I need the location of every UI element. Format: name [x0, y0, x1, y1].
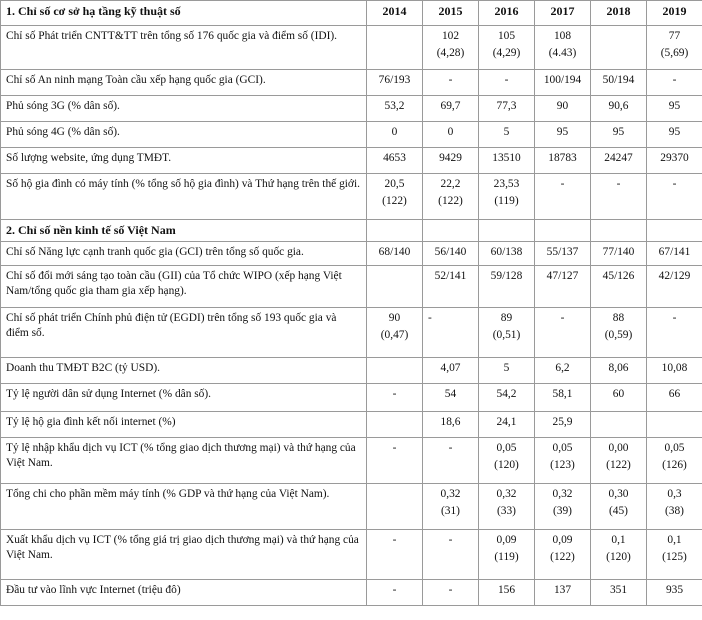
table-row	[1, 174, 702, 220]
cell	[479, 484, 535, 530]
cell: 53,2	[367, 96, 423, 122]
cell	[367, 266, 423, 308]
cell	[479, 438, 535, 484]
table-row	[1, 242, 702, 266]
cell: 66	[647, 384, 702, 412]
cell-score: (120)	[606, 551, 631, 563]
year-2016: 2016	[479, 1, 535, 26]
cell: 9429	[423, 148, 479, 174]
cell: 5	[479, 358, 535, 384]
cell	[647, 26, 702, 70]
cell: -	[367, 580, 423, 606]
cell-value: 0,1	[667, 534, 682, 546]
cell: 10,08	[647, 358, 702, 384]
cell: -	[367, 384, 423, 412]
cell: 4,07	[423, 358, 479, 384]
cell	[479, 308, 535, 358]
cell-value: 0,05	[552, 442, 573, 454]
table-row	[1, 358, 702, 384]
cell: 8,06	[591, 358, 647, 384]
cell	[423, 484, 479, 530]
row-label: Chỉ số An ninh mạng Toàn cầu xếp hạng quốc gia (GCI).	[1, 70, 367, 96]
table-row	[1, 122, 702, 148]
cell: -	[423, 438, 479, 484]
cell-score: (119)	[494, 195, 519, 207]
cell-value: 0,3	[667, 488, 682, 500]
table-row	[1, 384, 702, 412]
cell: 77/140	[591, 242, 647, 266]
cell-value: 0,05	[496, 442, 517, 454]
table-row	[1, 412, 702, 438]
cell: 76/193	[367, 70, 423, 96]
year-2015: 2015	[423, 1, 479, 26]
header-row	[1, 1, 702, 26]
row-label: Chỉ số đổi mới sáng tạo toàn cầu (GII) của Tổ chức WIPO (xếp hạng Việt Nam/tổng quốc gia tham gia xếp hạng).	[1, 266, 367, 308]
cell: 69,7	[423, 96, 479, 122]
cell-score: (0,59)	[604, 329, 633, 341]
cell	[647, 220, 702, 242]
cell: -	[479, 70, 535, 96]
cell: 45/126	[591, 266, 647, 308]
cell-score: (0,47)	[380, 329, 409, 341]
row-label: Tổng chi cho phần mềm máy tính (% GDP và thứ hạng của Việt Nam).	[1, 484, 367, 530]
cell: 55/137	[535, 242, 591, 266]
table-row	[1, 580, 702, 606]
row-label: Phủ sóng 4G (% dân số).	[1, 122, 367, 148]
cell	[479, 530, 535, 580]
cell-score: (119)	[494, 551, 519, 563]
cell: -	[647, 308, 702, 358]
cell-score: (4,28)	[436, 47, 465, 59]
cell: 54	[423, 384, 479, 412]
cell	[647, 484, 702, 530]
cell	[367, 220, 423, 242]
cell	[591, 484, 647, 530]
cell: 59/128	[479, 266, 535, 308]
cell-value: 0,32	[552, 488, 573, 500]
cell: -	[423, 530, 479, 580]
cell	[591, 220, 647, 242]
cell	[535, 26, 591, 70]
cell: 67/141	[647, 242, 702, 266]
cell: 100/194	[535, 70, 591, 96]
cell: 60	[591, 384, 647, 412]
cell	[591, 26, 647, 70]
cell	[423, 174, 479, 220]
cell: 90,6	[591, 96, 647, 122]
cell: 13510	[479, 148, 535, 174]
section-2-title: 2. Chỉ số nền kinh tế số Việt Nam	[1, 220, 367, 242]
cell: 24247	[591, 148, 647, 174]
table-row	[1, 530, 702, 580]
table-row	[1, 266, 702, 308]
year-2018: 2018	[591, 1, 647, 26]
cell: 95	[647, 122, 702, 148]
cell: 95	[535, 122, 591, 148]
cell: 5	[479, 122, 535, 148]
cell-score: (126)	[662, 459, 687, 471]
cell-value: 0,32	[496, 488, 517, 500]
cell: -	[423, 70, 479, 96]
cell-score: (120)	[494, 459, 519, 471]
cell	[479, 26, 535, 70]
cell-value: 0,09	[552, 534, 573, 546]
cell: 29370	[647, 148, 702, 174]
cell	[423, 26, 479, 70]
cell: 4653	[367, 148, 423, 174]
cell: -	[647, 174, 702, 220]
cell: -	[591, 174, 647, 220]
cell	[367, 308, 423, 358]
cell	[591, 308, 647, 358]
cell	[367, 358, 423, 384]
cell: 137	[535, 580, 591, 606]
cell: 68/140	[367, 242, 423, 266]
cell: 25,9	[535, 412, 591, 438]
cell	[591, 530, 647, 580]
row-label: Số lượng website, ứng dụng TMĐT.	[1, 148, 367, 174]
cell-value: 102	[441, 30, 460, 42]
cell-score: (5,69)	[660, 47, 689, 59]
cell-value: 0,05	[664, 442, 685, 454]
cell: 6,2	[535, 358, 591, 384]
cell: 156	[479, 580, 535, 606]
cell-score: (31)	[441, 505, 460, 517]
row-label: Tỷ lệ người dân sử dụng Internet (% dân số).	[1, 384, 367, 412]
row-label: Doanh thu TMĐT B2C (tỷ USD).	[1, 358, 367, 384]
year-2019: 2019	[647, 1, 702, 26]
cell: 0	[367, 122, 423, 148]
cell: 95	[591, 122, 647, 148]
cell-value: 90	[388, 312, 401, 324]
cell-value: 0,09	[496, 534, 517, 546]
table-row	[1, 438, 702, 484]
cell-score: (38)	[665, 505, 684, 517]
cell	[535, 484, 591, 530]
cell: 0	[423, 122, 479, 148]
cell: 56/140	[423, 242, 479, 266]
cell	[591, 438, 647, 484]
cell: 935	[647, 580, 702, 606]
cell: 18783	[535, 148, 591, 174]
cell: -	[535, 308, 591, 358]
cell: 18,6	[423, 412, 479, 438]
cell	[647, 438, 702, 484]
cell-value: 105	[497, 30, 516, 42]
cell-value: 0,00	[608, 442, 629, 454]
cell: -	[423, 580, 479, 606]
cell	[367, 26, 423, 70]
cell	[535, 220, 591, 242]
cell-score: (122)	[606, 459, 631, 471]
section-1-title: 1. Chỉ số cơ sở hạ tầng kỹ thuật số	[1, 1, 367, 26]
cell	[647, 530, 702, 580]
cell: 95	[647, 96, 702, 122]
cell	[647, 412, 702, 438]
cell-score: (39)	[553, 505, 572, 517]
cell-score: (123)	[550, 459, 575, 471]
row-label: Chỉ số Phát triển CNTT&TT trên tổng số 176 quốc gia và điểm số (IDI).	[1, 26, 367, 70]
cell: -	[367, 438, 423, 484]
cell	[535, 530, 591, 580]
cell	[479, 174, 535, 220]
row-label: Tỷ lệ hộ gia đình kết nối internet (%)	[1, 412, 367, 438]
row-label: Tỷ lệ nhập khẩu dịch vụ ICT (% tổng giao dịch thương mại) và thứ hạng của Việt Nam.	[1, 438, 367, 484]
cell-score: (45)	[609, 505, 628, 517]
table-row	[1, 26, 702, 70]
cell	[367, 484, 423, 530]
row-label: Xuất khẩu dịch vụ ICT (% tổng giá trị giao dịch thương mại) và thứ hạng của Việt Nam.	[1, 530, 367, 580]
cell	[367, 412, 423, 438]
cell: 351	[591, 580, 647, 606]
cell-score: (122)	[550, 551, 575, 563]
cell: 90	[535, 96, 591, 122]
cell	[423, 220, 479, 242]
table-row	[1, 308, 702, 358]
cell: 24,1	[479, 412, 535, 438]
cell-score: (122)	[438, 195, 463, 207]
cell-score: (122)	[382, 195, 407, 207]
cell	[479, 220, 535, 242]
cell: -	[423, 308, 479, 358]
cell-value: 22,2	[440, 178, 461, 190]
cell-score: (33)	[497, 505, 516, 517]
cell: 42/129	[647, 266, 702, 308]
cell	[535, 438, 591, 484]
cell-value: 77	[668, 30, 681, 42]
cell: -	[367, 530, 423, 580]
table-row	[1, 148, 702, 174]
cell: 54,2	[479, 384, 535, 412]
row-label: Chỉ số Năng lực cạnh tranh quốc gia (GCI) trên tổng số quốc gia.	[1, 242, 367, 266]
year-2014: 2014	[367, 1, 423, 26]
cell-value: 0,30	[608, 488, 629, 500]
section-row	[1, 220, 702, 242]
cell: 77,3	[479, 96, 535, 122]
cell: 58,1	[535, 384, 591, 412]
cell: 50/194	[591, 70, 647, 96]
row-label: Phủ sóng 3G (% dân số).	[1, 96, 367, 122]
cell: -	[647, 70, 702, 96]
cell-value: 23,53	[493, 178, 520, 190]
year-2017: 2017	[535, 1, 591, 26]
cell: 60/138	[479, 242, 535, 266]
cell-value: 0,32	[440, 488, 461, 500]
cell: -	[535, 174, 591, 220]
cell-value: 89	[500, 312, 513, 324]
cell-value: 20,5	[384, 178, 405, 190]
cell	[591, 412, 647, 438]
cell: 47/127	[535, 266, 591, 308]
cell-score: (0,51)	[492, 329, 521, 341]
cell-value: 88	[612, 312, 625, 324]
cell	[367, 174, 423, 220]
row-label: Số hộ gia đình có máy tính (% tổng số hộ gia đình) và Thứ hạng trên thế giới.	[1, 174, 367, 220]
cell-score: (4,29)	[492, 47, 521, 59]
row-label: Đầu tư vào lĩnh vực Internet (triệu đô)	[1, 580, 367, 606]
table-row	[1, 96, 702, 122]
table-row	[1, 484, 702, 530]
cell-score: (4.43)	[548, 47, 577, 59]
cell-value: 108	[553, 30, 572, 42]
cell-value: 0,1	[611, 534, 626, 546]
row-label: Chỉ số phát triển Chính phủ điện tử (EGDI) trên tổng số 193 quốc gia và điểm số.	[1, 308, 367, 358]
table-row	[1, 70, 702, 96]
cell: 52/141	[423, 266, 479, 308]
cell-score: (125)	[662, 551, 687, 563]
